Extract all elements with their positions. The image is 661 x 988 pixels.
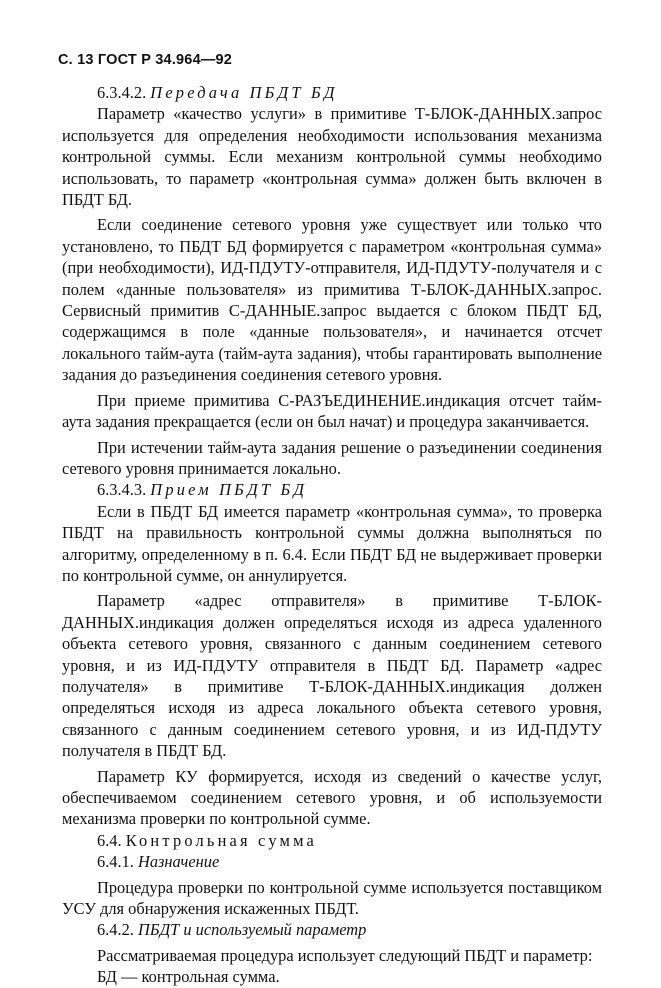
section-number: 6.3.4.2.	[97, 83, 147, 102]
paragraph: Параметр КУ формируется, исходя из сведений о качестве услуг, обеспечиваемом соединением сетевого уровня, и об используемости механизма проверки по контрольной сумме.	[62, 766, 602, 829]
section-title: Передача ПБДТ БД	[150, 83, 338, 102]
section-title: ПБДТ и используемый параметр	[138, 920, 367, 940]
section-6-4-2-heading	[62, 919, 602, 940]
section-6-4-heading	[62, 830, 602, 851]
paragraph: Если в ПБДТ БД имеется параметр «контрольная сумма», то проверка ПБДТ на правильность контрольной суммы должна выполняться по алгоритму, определенному в п. 6.4. Если ПБДТ БД не выдерживает проверки по контрольной сумме, он аннулируется.	[62, 501, 602, 585]
section-title: Контрольная сумма	[125, 830, 318, 850]
paragraph: Рассматриваемая процедура использует следующий ПБДТ и параметр:	[97, 945, 593, 965]
paragraph: Процедура проверки по контрольной сумме используется поставщиком УСУ для обнаружения искаженных ПБДТ.	[62, 877, 602, 919]
paragraph: При приеме примитива С-РАЗЪЕДИНЕНИЕ.индикация отсчет тайм-аута задания прекращается (если он был начат) и процедура заканчивается.	[62, 390, 602, 432]
section-6-3-4-3-heading	[62, 479, 602, 500]
section-number: 6.3.4.3.	[97, 480, 147, 500]
paragraph: БД — контрольная сумма.	[97, 967, 280, 987]
section-title: Назначение	[138, 852, 220, 872]
paragraph: При истечении тайм-аута задания решение о разъединении соединения сетевого уровня принимается локально.	[62, 437, 602, 478]
section-number: 6.4.	[97, 830, 122, 850]
section-title: Прием ПБДТ БД	[150, 480, 308, 500]
section-6-4-1-heading	[62, 851, 602, 872]
page-header: С. 13 ГОСТ Р 34.964—92	[58, 52, 233, 68]
section-6-3-4-2-heading	[62, 82, 602, 103]
paragraph: Параметр «адрес отправителя» в примитиве Т-БЛОК-ДАННЫХ.индикация должен определяться исходя из адреса удаленного объекта сетевого уровня, связанного с данным соединением сетевого уровня, и из ИД-ПДУТУ отправителя в ПБДТ БД. Параметр «адрес получателя» в примитиве Т-БЛОК-ДАННЫХ.индикация должен определяться исходя из адреса локального объекта сетевого уровня, связанного с данным соединением сетевого уровня, и из ИД-ПДУТУ получателя в ПБДТ БД.	[62, 591, 602, 761]
section-number: 6.4.2.	[97, 920, 134, 940]
section-number: 6.4.1.	[97, 852, 134, 872]
document-body	[62, 82, 602, 988]
paragraph: Если соединение сетевого уровня уже существует или только что установлено, то ПБДТ БД формируется с параметром «контрольная сумма» (при необходимости), ИД-ПДУТУ-отправителя, ИД-ПДУТУ-получателя и с полем «данные пользователя» из примитива Т-БЛОК-ДАННЫХ.запрос. Сервисный примитив С-ДАННЫЕ.запрос выдается с блоком ПБДТ БД, содержащимся в поле «данные пользователя», и начинается отсчет локального тайм-аута (тайм-аута задания), чтобы гарантировать выполнение задания до разъединения соединения сетевого уровня.	[62, 215, 602, 385]
paragraph: Параметр «качество услуги» в примитиве Т-БЛОК-ДАННЫХ.запрос используется для определения необходимости использования механизма контрольной суммы. Если механизм контрольной суммы необходимо использовать, то параметр «контрольная сумма» должен быть включен в ПБДТ БД.	[62, 104, 602, 210]
